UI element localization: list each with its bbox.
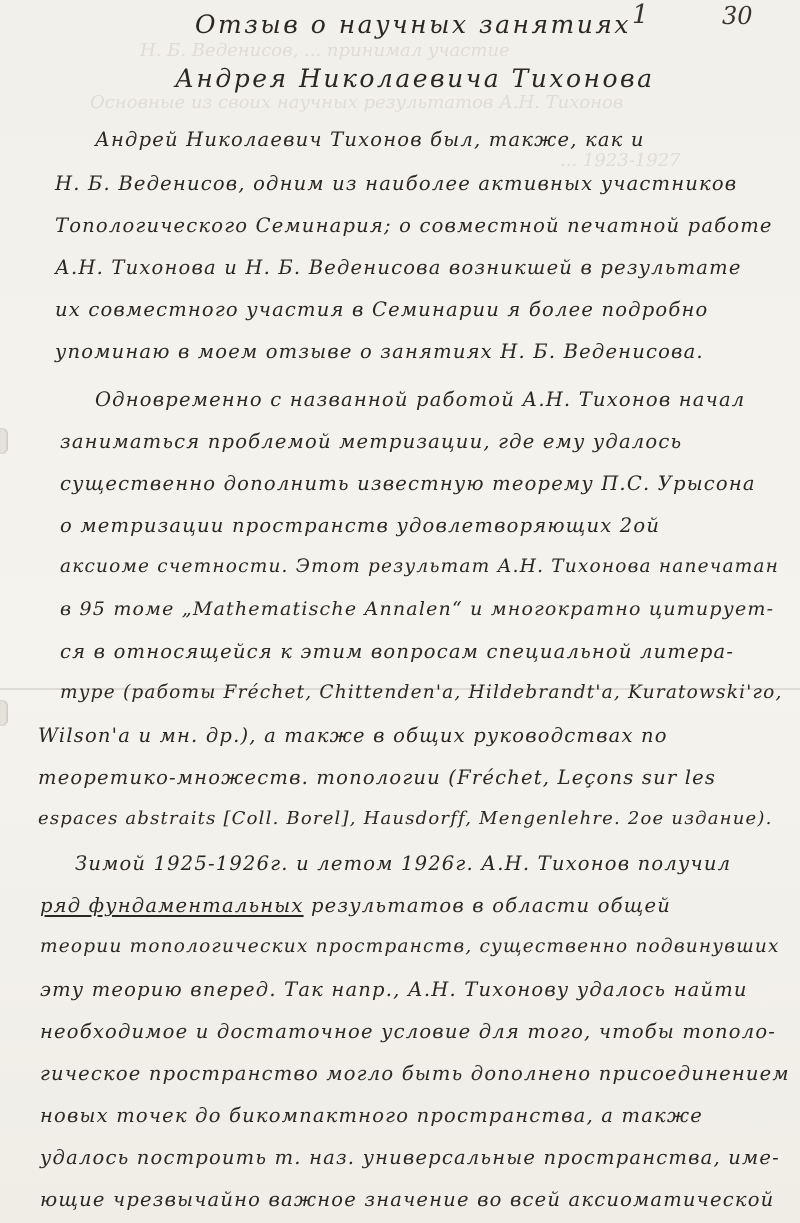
text-line: Зимой 1925-1926г. и летом 1926г. А.Н. Тихонов получил bbox=[75, 852, 732, 875]
page-number: 30 bbox=[722, 2, 753, 30]
text-line: Андрей Николаевич Тихонов был, также, как и bbox=[95, 128, 645, 151]
text-line: ся в относящейся к этим вопросам специальной литера- bbox=[60, 640, 735, 663]
bleed-through-text: Н. Б. Веденисов, ... принимал участие bbox=[140, 40, 510, 61]
text-line: гическое пространство могло быть дополнено присоединением bbox=[40, 1062, 790, 1085]
text-line: Топологического Семинария; о совместной печатной работе bbox=[55, 214, 773, 237]
text-line: их совместного участия в Семинарии я более подробно bbox=[55, 298, 709, 321]
text-line: ющие чрезвычайно важное значение во всей аксиоматической bbox=[40, 1188, 775, 1211]
underlined-phrase: ряд фундаментальных bbox=[40, 894, 304, 917]
text-fragment: результатов в области общей bbox=[303, 894, 671, 917]
document-title-subject: Андрея Николаевича Тихонова bbox=[175, 64, 655, 93]
text-line: существенно дополнить известную теорему П.С. Урысона bbox=[60, 472, 756, 495]
document-title: Отзыв о научных занятиях bbox=[195, 10, 632, 39]
text-line: туре (работы Fréchet, Chittenden'a, Hildebrandt'a, Kuratowski'го, bbox=[60, 682, 783, 703]
text-line: заниматься проблемой метризации, где ему удалось bbox=[60, 430, 683, 453]
bleed-through-text: ... 1923-1927 bbox=[560, 150, 681, 171]
text-line: упоминаю в моем отзыве о занятиях Н. Б. Веденисова. bbox=[55, 340, 704, 363]
text-line: аксиоме счетности. Этот результат А.Н. Тихонова напечатан bbox=[60, 556, 780, 577]
text-line: эту теорию вперед. Так напр., А.Н. Тихонову удалось найти bbox=[40, 978, 748, 1001]
archive-corner-mark: 1 bbox=[632, 0, 649, 30]
text-line: о метризации пространств удовлетворяющих 2ой bbox=[60, 514, 661, 537]
punch-hole bbox=[0, 700, 8, 726]
text-line: необходимое и достаточное условие для того, чтобы тополо- bbox=[40, 1020, 777, 1043]
text-line: Н. Б. Веденисов, одним из наиболее активных участников bbox=[55, 172, 738, 195]
punch-hole bbox=[0, 428, 8, 454]
text-line: Одновременно с названной работой А.Н. Тихонов начал bbox=[95, 388, 746, 411]
text-line: А.Н. Тихонова и Н. Б. Веденисова возникшей в результате bbox=[55, 256, 742, 279]
bleed-through-text: Основные из своих научных результатов А.Н. Тихонов bbox=[90, 92, 624, 113]
text-line: удалось построить т. наз. универсальные пространства, име- bbox=[40, 1146, 780, 1169]
text-line-underlined bbox=[40, 894, 671, 917]
text-line: теоретико-множеств. топологии (Fréchet, Leçons sur les bbox=[38, 766, 717, 789]
text-line: в 95 томе „Mathematische Annalen“ и многократно цитирует- bbox=[60, 598, 775, 620]
text-line: новых точек до бикомпактного пространства, а также bbox=[40, 1104, 703, 1127]
text-line: теории топологических пространств, существенно подвинувших bbox=[40, 936, 780, 957]
text-line: Wilson'a и мн. др.), а также в общих руководствах по bbox=[38, 724, 668, 747]
text-line: espaces abstraits [Coll. Borel], Hausdorff, Mengenlehre. 2ое издание). bbox=[38, 808, 773, 829]
